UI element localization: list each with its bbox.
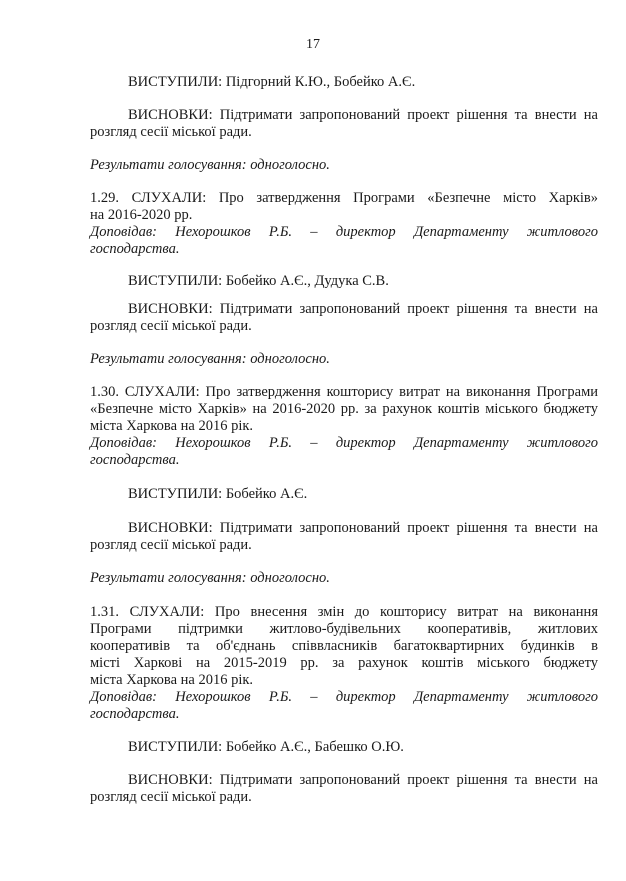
vote-result: Результати голосування: одноголосно. [90, 570, 330, 586]
vote-result: Результати голосування: одноголосно. [90, 157, 330, 173]
page-number: 17 [306, 37, 320, 52]
speakers-paragraph: ВИСТУПИЛИ: Бобейко А.Є. [128, 486, 308, 502]
conclusion-paragraph: ВИСНОВКИ: Підтримати запропонований проект рішення та внести на розгляд сесії міської ради. [90, 772, 598, 805]
conclusion-paragraph: ВИСНОВКИ: Підтримати запропонований проект рішення та внести на розгляд сесії міської ради. [90, 107, 598, 140]
agenda-item-1-29: 1.29. СЛУХАЛИ: Про затвердження Програми «Безпечне місто Харків» на 2016-2020 рр. Доповідав: Нехорошков Р.Б. – директор Департаменту житлового господарства. [90, 190, 598, 257]
speakers-paragraph: ВИСТУПИЛИ: Бобейко А.Є., Бабешко О.Ю. [128, 739, 404, 755]
agenda-item-1-31: 1.31. СЛУХАЛИ: Про внесення змін до кошторису витрат на виконання Програми підтримки житлово-будівельних кооперативів, житлових кооперативів та об'єднань співвласників багатоквартирних будинків в місті Харкові на 2015-2019 рр. за рахунок коштів міського бюджету міста Харкова на 2016 рік. Доповідав: Нехорошков Р.Б. – директор Департаменту житлового господарства. [90, 604, 598, 722]
conclusion-paragraph: ВИСНОВКИ: Підтримати запропонований проект рішення та внести на розгляд сесії міської ради. [90, 520, 598, 553]
vote-result: Результати голосування: одноголосно. [90, 351, 330, 367]
speakers-paragraph: ВИСТУПИЛИ: Бобейко А.Є., Дудука С.В. [128, 273, 389, 289]
agenda-item-1-30: 1.30. СЛУХАЛИ: Про затвердження кошторису витрат на виконання Програми «Безпечне місто Харків» на 2016-2020 рр. за рахунок коштів міського бюджету міста Харкова на 2016 рік. Доповідав: Нехорошков Р.Б. – директор Департаменту житлового господарства. [90, 384, 598, 468]
conclusion-paragraph: ВИСНОВКИ: Підтримати запропонований проект рішення та внести на розгляд сесії міської ради. [90, 301, 598, 334]
speakers-paragraph: ВИСТУПИЛИ: Підгорний К.Ю., Бобейко А.Є. [128, 74, 416, 90]
